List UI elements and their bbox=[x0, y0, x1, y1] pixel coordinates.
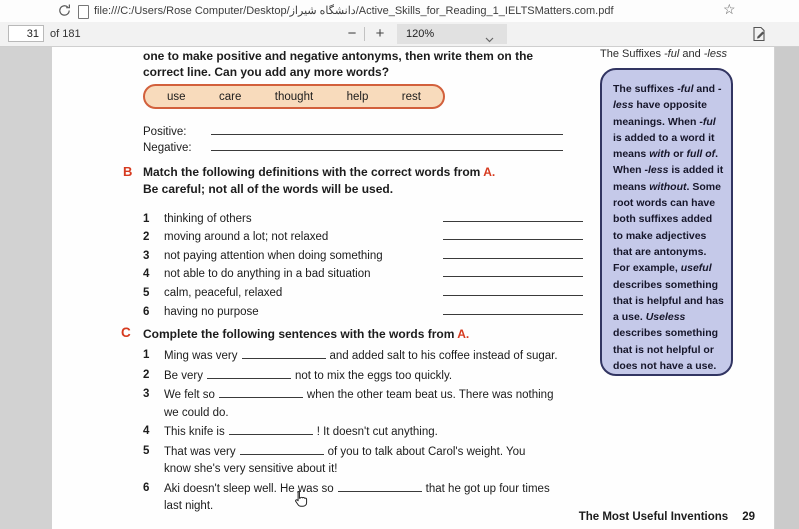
definition-row bbox=[143, 262, 583, 281]
item-number: 3 bbox=[143, 388, 150, 400]
text-segment: Useless bbox=[645, 311, 686, 324]
page-number-input[interactable] bbox=[8, 25, 44, 42]
footer-page-number: 29 bbox=[742, 511, 755, 523]
text-segment: is added to a word it means bbox=[613, 131, 715, 161]
sentence-post: ! It doesn't cut anything. bbox=[316, 426, 438, 438]
zoom-level-dropdown[interactable] bbox=[397, 24, 507, 44]
answer-blank-line bbox=[443, 287, 583, 296]
sentence-pre: Be very bbox=[164, 369, 203, 382]
cursor-hand-icon bbox=[292, 490, 309, 515]
definition-text: calm, peaceful, relaxed bbox=[164, 286, 283, 299]
favorite-star-icon[interactable]: ☆ bbox=[723, 1, 736, 17]
footer-title: The Most Useful Inventions bbox=[578, 511, 729, 523]
fill-in-blank-line bbox=[338, 480, 422, 492]
text-segment: -ful bbox=[677, 83, 694, 95]
text-segment: The Suffixes bbox=[600, 48, 664, 60]
definition-row bbox=[143, 225, 583, 244]
answer-blank-line bbox=[443, 231, 583, 240]
browser-url-bar bbox=[0, 0, 799, 23]
definition-row bbox=[143, 243, 583, 262]
sentence-row bbox=[143, 480, 613, 516]
sentence-row bbox=[143, 367, 613, 386]
word-bank-item: use bbox=[167, 90, 186, 103]
section-c-letter: C bbox=[121, 325, 131, 340]
url-text[interactable]: file:///C:/Users/Rose Computer/Desktop/دانشگاه شیراز/Active_Skills_for_Reading_1_IELTSMatters.com.pdf bbox=[94, 5, 614, 17]
section-b-heading: Match the following definitions with the correct words from A. Be careful; not all of the words will be used. bbox=[143, 165, 496, 196]
item-number: 1 bbox=[143, 212, 150, 225]
answer-blank-line bbox=[443, 268, 583, 277]
item-number: 3 bbox=[143, 249, 150, 262]
sentence-row bbox=[143, 347, 613, 366]
pdf-toolbar bbox=[0, 22, 799, 47]
intro-line: one to make positive and negative antonyms, then write them on the bbox=[143, 49, 534, 63]
sentence-line2: last night. bbox=[164, 500, 214, 512]
definition-text: having no purpose bbox=[164, 305, 259, 318]
section-a-reference: A. bbox=[483, 165, 496, 179]
page-footer bbox=[579, 511, 755, 523]
definition-row bbox=[143, 206, 583, 225]
sentence-post: and added salt to his coffee instead of sugar. bbox=[329, 350, 558, 362]
sentence-row bbox=[143, 423, 613, 442]
answer-blank-line bbox=[443, 213, 583, 222]
word-bank-pill bbox=[143, 84, 445, 109]
text-segment: describes something that is not helpful or does not have a use. bbox=[613, 327, 719, 373]
text-segment: -less bbox=[703, 48, 727, 60]
word-bank-item: thought bbox=[274, 90, 314, 103]
text-segment: -ful bbox=[664, 48, 680, 60]
intro-text bbox=[143, 48, 603, 80]
definition-text: moving around a lot; not relaxed bbox=[164, 231, 329, 244]
word-bank-item: care bbox=[218, 90, 242, 103]
pdf-page bbox=[52, 47, 774, 529]
sentence-post: that he got up four times bbox=[425, 482, 550, 495]
answer-blank-line bbox=[443, 306, 583, 315]
negative-label: Negative: bbox=[143, 142, 192, 154]
negative-row bbox=[143, 138, 563, 154]
sentence-pre: We felt so bbox=[164, 389, 215, 401]
sentence-text bbox=[164, 347, 613, 366]
pdf-viewer-area bbox=[0, 47, 799, 529]
item-number: 4 bbox=[143, 268, 150, 281]
fill-in-blank-line bbox=[207, 367, 291, 379]
item-number: 6 bbox=[143, 305, 150, 318]
text-segment: and bbox=[693, 83, 719, 95]
sentence-row bbox=[143, 443, 613, 479]
sentence-text bbox=[164, 480, 613, 516]
text-segment: is added it means bbox=[613, 164, 724, 193]
zoom-in-button[interactable]: + bbox=[369, 22, 391, 46]
fill-in-blank-line bbox=[240, 443, 324, 455]
document-icon bbox=[78, 5, 89, 19]
sentence-line2: know she's very sensitive about it! bbox=[164, 463, 338, 475]
reload-icon[interactable] bbox=[57, 3, 72, 18]
toolbar-divider bbox=[364, 27, 365, 41]
text-segment: -ful bbox=[699, 115, 716, 128]
sentence-post: of you to talk about Carol's weight. You bbox=[327, 445, 526, 458]
text-segment: with bbox=[649, 148, 671, 161]
sentence-list bbox=[143, 347, 613, 517]
item-number: 5 bbox=[143, 286, 150, 299]
text-segment: and bbox=[679, 48, 704, 60]
definition-row bbox=[143, 299, 583, 318]
sidebar-heading bbox=[600, 48, 727, 60]
fill-in-blank-line bbox=[242, 347, 326, 359]
text-segment: The suffixes bbox=[613, 83, 678, 95]
definition-list bbox=[143, 206, 583, 318]
text-segment: describes something that is helpful and has a use. bbox=[613, 278, 724, 324]
sentence-line2: we could do. bbox=[164, 406, 229, 419]
section-b-letter: B bbox=[123, 164, 133, 179]
sentence-pre: That was very bbox=[164, 445, 236, 458]
definition-text: thinking of others bbox=[164, 212, 252, 225]
item-number: 2 bbox=[143, 231, 150, 244]
sentence-pre: This knife is bbox=[164, 426, 225, 438]
draw-annotate-icon[interactable] bbox=[751, 26, 767, 42]
item-number: 1 bbox=[143, 349, 150, 361]
text-segment: or bbox=[670, 148, 687, 161]
page-count-label: of 181 bbox=[50, 28, 81, 40]
zoom-level-value: 120% bbox=[406, 28, 435, 40]
vertical-scrollbar[interactable] bbox=[775, 47, 799, 529]
text-segment: -less bbox=[613, 83, 722, 112]
definition-row bbox=[143, 280, 583, 299]
text-segment: full of bbox=[686, 148, 716, 161]
positive-row bbox=[143, 122, 563, 138]
answer-blank-line bbox=[443, 250, 583, 259]
positive-label: Positive: bbox=[143, 126, 187, 138]
text-segment: . When bbox=[613, 148, 719, 177]
item-number: 4 bbox=[143, 425, 150, 437]
word-bank-item: rest bbox=[401, 90, 421, 103]
fill-in-blank-line bbox=[229, 423, 313, 435]
text-segment: have opposite meanings. When bbox=[613, 99, 707, 128]
fill-in-blank-line bbox=[219, 386, 303, 398]
sentence-text bbox=[164, 443, 613, 479]
sentence-pre: Aki doesn't sleep well. He was so bbox=[164, 482, 334, 495]
chevron-down-icon bbox=[485, 30, 494, 48]
suffix-info-box bbox=[600, 68, 733, 376]
sentence-post: when the other team beat us. There was nothing bbox=[306, 389, 554, 401]
section-c-heading: Complete the following sentences with the words from A. bbox=[143, 327, 470, 341]
text-segment: useful bbox=[680, 262, 712, 275]
sentence-row bbox=[143, 386, 613, 422]
text-segment: -less bbox=[644, 164, 669, 177]
item-number: 6 bbox=[143, 481, 150, 494]
section-a-reference: A. bbox=[457, 327, 470, 341]
word-bank-item: help bbox=[346, 90, 369, 103]
text-segment: . Some root words can have both suffixes added to make adjectives that are antonyms. For example, bbox=[613, 180, 721, 275]
sentence-post: not to mix the eggs too quickly. bbox=[295, 369, 453, 382]
sentence-text bbox=[164, 423, 613, 442]
intro-line: correct line. Can you add any more words? bbox=[143, 65, 390, 79]
sentence-text bbox=[164, 367, 613, 386]
zoom-out-button[interactable]: − bbox=[341, 22, 363, 46]
text-segment: without bbox=[649, 180, 687, 193]
definition-text: not paying attention when doing something bbox=[164, 249, 383, 262]
sentence-pre: Ming was very bbox=[164, 350, 238, 362]
positive-answer-line bbox=[211, 124, 563, 135]
negative-answer-line bbox=[211, 140, 563, 151]
item-number: 5 bbox=[143, 444, 150, 457]
definition-text: not able to do anything in a bad situation bbox=[164, 268, 371, 281]
item-number: 2 bbox=[143, 368, 150, 381]
sentence-text bbox=[164, 386, 613, 422]
